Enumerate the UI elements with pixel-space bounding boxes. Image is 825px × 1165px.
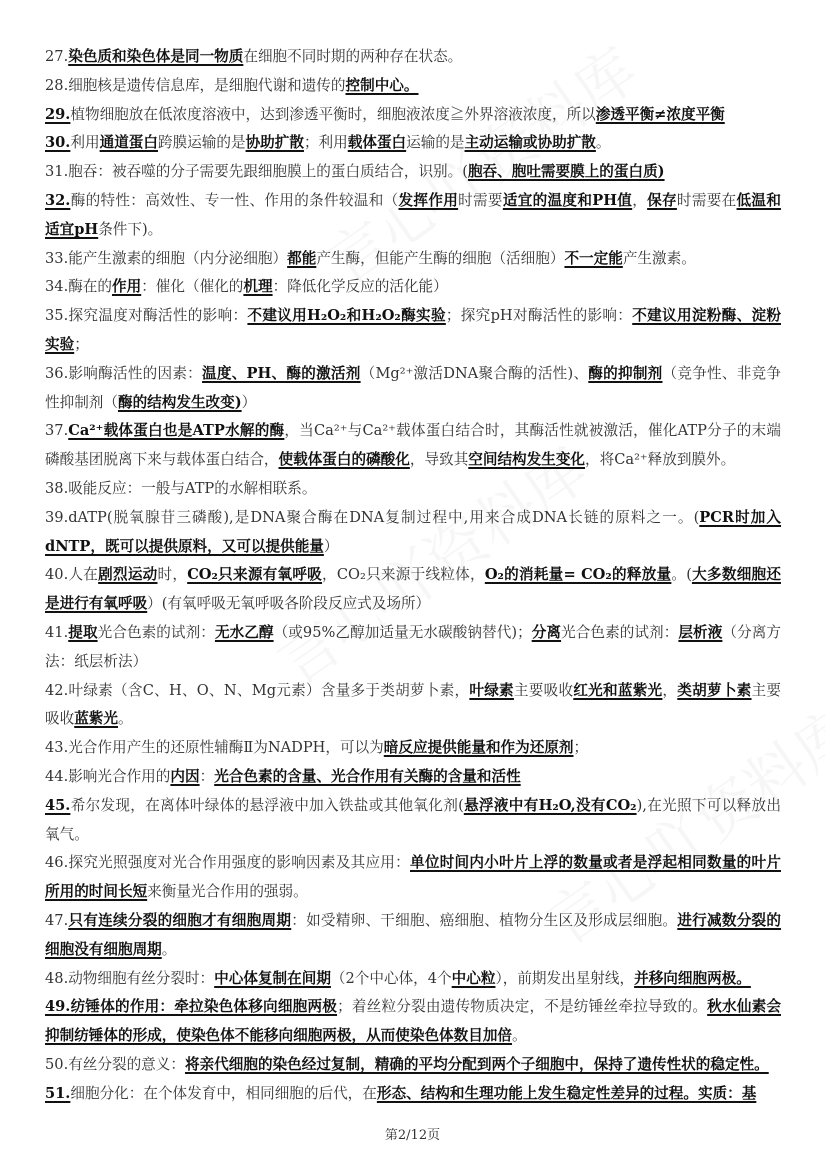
emphasis-text: 低温和适宜pH [45, 191, 781, 238]
plain-text: 时需要 [458, 191, 503, 209]
plain-text: 产生激素。 [622, 249, 696, 267]
list-item [45, 360, 781, 418]
plain-text: ， [632, 191, 648, 209]
emphasis-text: 层析液 [678, 623, 723, 641]
plain-text: 光合色素的试剂： [97, 623, 215, 641]
emphasis-text: 不建议用H₂O₂和H₂O₂酶实验 [247, 307, 446, 325]
emphasis-text: 32. [45, 191, 71, 209]
list-item [45, 245, 781, 274]
emphasis-text: 胞吞、胞吐需要膜上的蛋白质) [467, 163, 665, 181]
emphasis-text: 51. [45, 1084, 71, 1102]
emphasis-text: 通道蛋白 [99, 134, 158, 152]
emphasis-text: 并移向细胞两极。 [634, 969, 751, 987]
plain-text: ； [573, 739, 589, 757]
list-item [45, 187, 781, 245]
plain-text: 。( [671, 566, 692, 584]
plain-text: 31.胞吞：被吞噬的分子需要先跟细胞膜上的蛋白质结合，识别。( [45, 163, 468, 181]
plain-text: ：如受精卵、干细胞、癌细胞、植物分生区及形成层细胞。 [291, 911, 678, 929]
plain-text: 41. [45, 623, 69, 641]
emphasis-text: 蓝紫光 [74, 710, 118, 728]
plain-text: 39.dATP(脱氧腺苷三磷酸),是DNA聚合酶在DNA复制过程中,用来合成DNA长链的原料之一。( [45, 508, 700, 526]
emphasis-text: 空间结构发生变化 [468, 451, 586, 469]
plain-text: 酶的特性：高效性、专一性、作用的条件较温和（ [70, 191, 399, 209]
plain-text: ；着丝粒分裂由遗传物质决定，不是纺锤丝牵拉导致的。 [337, 998, 708, 1016]
emphasis-text: 进行减数分裂的细胞没有细胞周期 [45, 911, 781, 958]
emphasis-text: 温度、PH、酶的激活剂 [202, 364, 361, 382]
plain-text: 条件下)。 [98, 220, 163, 238]
emphasis-text: 无水乙醇 [214, 623, 274, 641]
plain-text: ：催化（催化的 [141, 278, 244, 296]
emphasis-text: 49.纺锤体的作用：牵拉染色体移向细胞两极 [45, 998, 338, 1016]
emphasis-text: 控制中心。 [345, 76, 419, 94]
plain-text: 。 [512, 1027, 527, 1045]
emphasis-text: 染色质和染色体是同一物质 [68, 48, 244, 65]
emphasis-text: 不建议用淀粉酶、淀粉实验 [45, 307, 781, 353]
plain-text: 48.动物细胞有丝分裂时： [45, 969, 215, 987]
plain-text: 主要吸收 [513, 681, 574, 699]
plain-text: 产生酶，但能产生酶的细胞（活细胞） [316, 249, 565, 267]
emphasis-text: 保存 [647, 191, 677, 209]
plain-text: ， [662, 681, 678, 699]
emphasis-text: 叶绿素 [469, 681, 514, 699]
emphasis-text: 秋水仙素会抑制纺锤体的形成，使染色体不能移向细胞两极，从而使染色体数目加倍 [45, 998, 781, 1045]
plain-text: ） [323, 537, 339, 555]
list-item [45, 792, 781, 850]
plain-text: 。 [161, 940, 177, 958]
plain-text: （竞争性、非竞争性抑制剂（ [45, 364, 781, 411]
list-item [45, 1051, 781, 1080]
emphasis-text: 中心体复制在间期 [214, 969, 331, 987]
list-item [45, 158, 781, 187]
list-item [45, 101, 781, 130]
emphasis-text: 29. [45, 105, 71, 123]
plain-text: 35.探究温度对酶活性的影响： [45, 307, 248, 325]
emphasis-text: 渗透平衡≠浓度平衡 [595, 105, 725, 123]
list-item [45, 619, 781, 677]
emphasis-text: 单位时间内小叶片上浮的数量或者是浮起相同数量的叶片所用的时间长短 [45, 854, 781, 901]
plain-text: 时， [157, 566, 188, 584]
plain-text: 43.光合作用产生的还原性辅酶Ⅱ为NADPH，可以为 [45, 739, 384, 757]
plain-text: ),在光照下可以释放出氧气。 [45, 796, 781, 843]
list-item [45, 302, 781, 360]
plain-text: （或95%乙醇加适量无水碳酸钠替代)； [273, 623, 532, 641]
plain-text: ，导致其 [409, 451, 469, 469]
plain-text: 33.能产生激素的细胞（内分泌细胞） [45, 249, 288, 267]
plain-text: 50.有丝分裂的意义： [45, 1055, 185, 1073]
plain-text: ；探究pH对酶活性的影响： [445, 307, 633, 325]
list-item [45, 993, 781, 1051]
emphasis-text: 载体蛋白 [347, 134, 407, 152]
emphasis-text: 协助扩散 [245, 134, 304, 152]
list-item [45, 72, 781, 101]
emphasis-text: 中心粒 [451, 969, 496, 987]
plain-text: 40.人在 [45, 566, 99, 584]
emphasis-text: 形态、结构和生理功能上发生稳定性差异的过程。实质：基 [376, 1084, 757, 1102]
list-item [45, 1080, 781, 1109]
plain-text: 47. [45, 911, 69, 929]
emphasis-text: 30. [45, 134, 71, 152]
emphasis-text: CO₂只来源有氧呼吸 [187, 566, 323, 584]
emphasis-text: 内因 [170, 767, 200, 785]
plain-text: 42.叶绿素（含C、H、O、N、Mg元素）含量多于类胡萝卜素， [45, 681, 470, 699]
emphasis-text: 剧烈运动 [98, 566, 158, 584]
plain-text: 植物细胞放在低浓度溶液中，达到渗透平衡时，细胞液浓度≧外界溶液浓度，所以 [70, 105, 596, 123]
plain-text: 光合色素的试剂： [561, 623, 679, 641]
list-item [45, 561, 781, 619]
plain-text: 。 [118, 710, 133, 728]
plain-text: 利用 [70, 134, 100, 152]
plain-text: 28.细胞核是遗传信息库，是细胞代谢和遗传的 [45, 76, 346, 94]
emphasis-text: 适宜的温度和PH值 [502, 191, 633, 209]
list-item [45, 475, 781, 504]
emphasis-text: 使载体蛋白的磷酸化 [278, 451, 410, 469]
emphasis-text: O₂的消耗量= CO₂的释放量 [484, 566, 672, 584]
emphasis-text: 类胡萝卜素 [677, 681, 752, 699]
emphasis-text: 红光和蓝紫光 [573, 681, 663, 699]
plain-text: ； [74, 335, 89, 353]
emphasis-text: 作用 [112, 278, 142, 296]
emphasis-text: 光合色素的含量、光合作用有关酶的含量和活性 [214, 767, 521, 785]
list-item [45, 734, 781, 763]
plain-text: ： [199, 767, 215, 785]
plain-text: （2个中心体，4个 [330, 969, 452, 987]
emphasis-text: Ca²⁺载体蛋白也是ATP水解的酶 [68, 422, 285, 440]
plain-text: ：降低化学反应的活化能） [272, 278, 448, 296]
list-item [45, 677, 781, 735]
emphasis-text: 暗反应提供能量和作为还原剂 [383, 739, 574, 757]
plain-text: 34.酶在的 [45, 278, 112, 296]
emphasis-text: 45. [45, 796, 71, 814]
emphasis-text: 主动运输或协助扩散 [464, 134, 596, 152]
emphasis-text: 提取 [68, 623, 98, 641]
list-item [45, 273, 781, 302]
emphasis-text: 只有连续分裂的细胞才有细胞周期 [68, 911, 292, 929]
emphasis-text: 将亲代细胞的染色经过复制，精确的平均分配到两个子细胞中，保持了遗传性状的稳定性。 [184, 1055, 769, 1073]
list-item [45, 763, 781, 792]
emphasis-text: 都能 [287, 249, 317, 267]
list-item [45, 849, 781, 907]
plain-text: 跨膜运输的是 [157, 134, 246, 152]
list-item [45, 504, 781, 562]
emphasis-text: 大多数细胞还是进行有氧呼吸 [45, 566, 781, 613]
plain-text: 44.影响光合作用的 [45, 767, 171, 785]
list-item [45, 417, 781, 475]
plain-text: 36.影响酶活性的因素： [45, 364, 203, 382]
emphasis-text: 酶的结构发生改变) [117, 393, 242, 411]
plain-text: ，CO₂只来源于线粒体， [322, 566, 485, 584]
plain-text: 细胞分化：在个体发育中，相同细胞的后代，在 [70, 1084, 377, 1102]
plain-text: ）(有氧呼吸无氧呼吸各阶段反应式及场所） [147, 595, 431, 613]
emphasis-text: 机理 [243, 278, 273, 296]
emphasis-text: PCR时加入dNTP，既可以提供原料，又可以提供能量 [45, 508, 782, 555]
plain-text: 时需要在 [676, 191, 737, 209]
plain-text: 来衡量光合作用的强弱。 [147, 883, 308, 901]
plain-text: 37. [45, 422, 69, 440]
page-number: 第2/12页 [384, 1128, 441, 1143]
plain-text: 在细胞不同时期的两种存在状态。 [243, 48, 463, 65]
plain-text: 46.探究光照强度对光合作用强度的影响因素及其应用： [45, 854, 410, 872]
plain-text: ；利用 [303, 134, 348, 152]
plain-text: （Mg²⁺激活DNA聚合酶的活性)、 [360, 364, 589, 382]
emphasis-text: 不一定能 [564, 249, 623, 267]
list-item [45, 907, 781, 965]
emphasis-text: 悬浮液中有H₂O,没有CO₂ [463, 796, 637, 814]
list-item [45, 129, 781, 158]
emphasis-text: 酶的抑制剂 [588, 364, 663, 382]
plain-text: （分离方法：纸层析法） [45, 623, 781, 670]
plain-text: ，当Ca²⁺与Ca²⁺载体蛋白结合时，其酶活性就被激活，催化ATP分子的末端磷酸基团脱离下来与载体蛋白结合， [45, 422, 781, 469]
plain-text: 运输的是 [406, 134, 465, 152]
plain-text: 主要吸收 [45, 681, 781, 728]
list-item [45, 43, 781, 72]
emphasis-text: 分离 [531, 623, 562, 641]
plain-text: 27. [45, 48, 69, 65]
document-body [45, 43, 781, 1108]
list-item [45, 965, 781, 994]
plain-text: 。 [595, 134, 611, 152]
plain-text: 38.吸能反应：一般与ATP的水解相联系。 [45, 479, 317, 497]
plain-text: 希尔发现，在离体叶绿体的悬浮液中加入铁盐或其他氧化剂( [70, 796, 464, 814]
plain-text: ），前期发出星射线， [495, 969, 635, 987]
plain-text: ，将Ca²⁺释放到膜外。 [585, 451, 736, 469]
emphasis-text: 发挥作用 [398, 191, 459, 209]
plain-text: ） [241, 393, 257, 411]
